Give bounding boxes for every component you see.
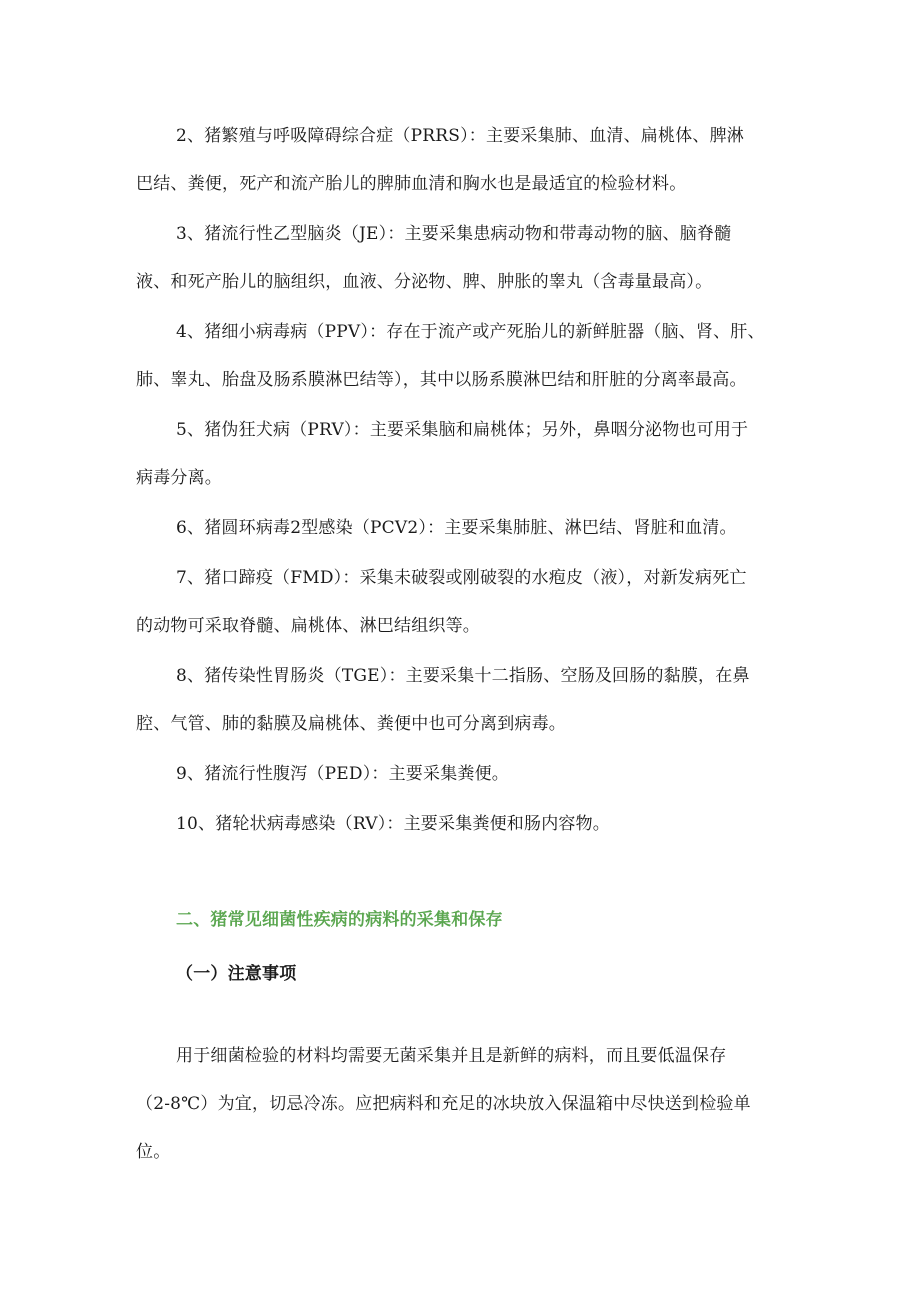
item-ppv-line-2: 肺、睾丸、胎盘及肠系膜淋巴结等），其中以肠系膜淋巴结和肝脏的分离率最高。 bbox=[136, 370, 747, 390]
item-je-line-2: 液、和死产胎儿的脑组织，血液、分泌物、脾、肿胀的睾丸（含毒量最高）。 bbox=[136, 272, 713, 292]
paragraph-line-1: 用于细菌检验的材料均需要无菌采集并且是新鲜的病料，而且要低温保存 bbox=[176, 1046, 727, 1066]
section-heading: 二、猪常见细菌性疾病的病料的采集和保存 bbox=[176, 910, 503, 930]
item-rv-line-1: 10、猪轮状病毒感染（RV）：主要采集粪便和肠内容物。 bbox=[176, 814, 611, 834]
item-fmd-line-1: 7、猪口蹄疫（FMD）：采集未破裂或刚破裂的水疱皮（液），对新发病死亡 bbox=[176, 568, 747, 588]
paragraph-line-3: 位。 bbox=[136, 1142, 171, 1162]
item-tge-line-2: 腔、气管、肺的黏膜及扁桃体、粪便中也可分离到病毒。 bbox=[136, 714, 566, 734]
item-je-line-1: 3、猪流行性乙型脑炎（JE）：主要采集患病动物和带毒动物的脑、脑脊髓 bbox=[176, 224, 732, 244]
item-tge-line-1: 8、猪传染性胃肠炎（TGE）：主要采集十二指肠、空肠及回肠的黏膜，在鼻 bbox=[176, 666, 750, 686]
item-pcv2-line-1: 6、猪圆环病毒2型感染（PCV2）：主要采集肺脏、淋巴结、肾脏和血清。 bbox=[176, 518, 737, 538]
item-ped-line-1: 9、猪流行性腹泻（PED）：主要采集粪便。 bbox=[176, 764, 509, 784]
item-prrs-line-1: 2、猪繁殖与呼吸障碍综合症（PRRS）：主要采集肺、血清、扁桃体、脾淋 bbox=[176, 126, 744, 146]
item-prv-line-1: 5、猪伪狂犬病（PRV）：主要采集脑和扁桃体；另外，鼻咽分泌物也可用于 bbox=[176, 420, 749, 440]
item-fmd-line-2: 的动物可采取脊髓、扁桃体、淋巴结组织等。 bbox=[136, 616, 480, 636]
sub-heading: （一）注意事项 bbox=[176, 964, 297, 984]
item-prrs-line-2: 巴结、粪便，死产和流产胎儿的脾肺血清和胸水也是最适宜的检验材料。 bbox=[136, 174, 687, 194]
item-ppv-line-1: 4、猪细小病毒病（PPV）：存在于流产或产死胎儿的新鲜脏器（脑、肾、肝、 bbox=[176, 322, 765, 342]
item-prv-line-2: 病毒分离。 bbox=[136, 468, 222, 488]
paragraph-line-2: （2-8℃）为宜，切忌冷冻。应把病料和充足的冰块放入保温箱中尽快送到检验单 bbox=[136, 1094, 751, 1114]
